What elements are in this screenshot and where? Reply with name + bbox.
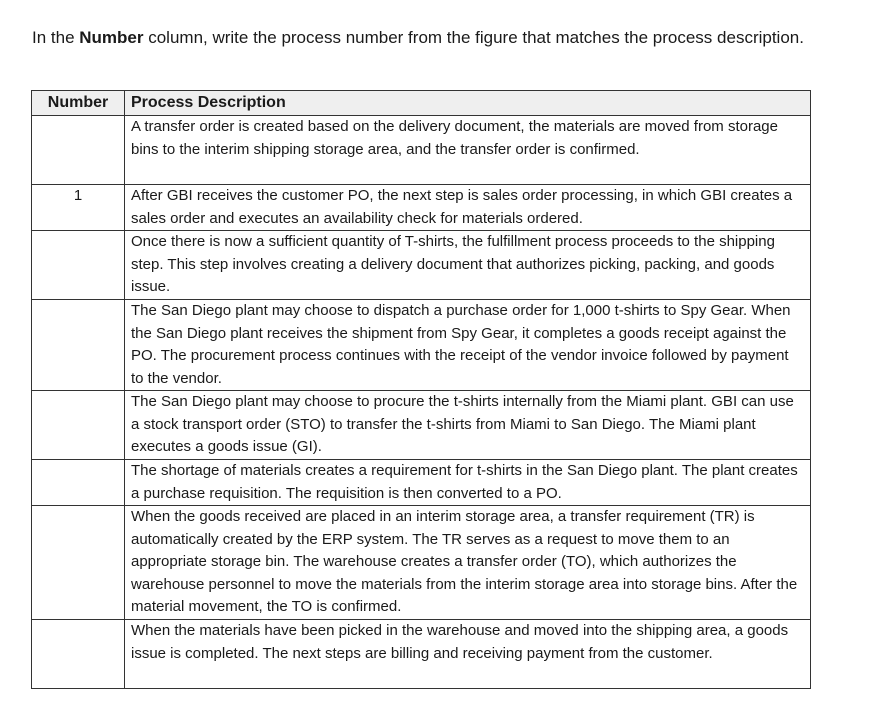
description-cell: The shortage of materials creates a requirement for t-shirts in the San Diego plant. The plant creates a purchase requisition. The requisition is then converted to a PO. [125, 460, 811, 506]
instructions-text [32, 24, 822, 51]
number-cell[interactable] [32, 391, 125, 460]
table-row [32, 391, 811, 460]
number-column-header: Number [32, 91, 125, 116]
instructions-bold-number: Number [79, 28, 144, 47]
description-cell: A transfer order is created based on the delivery document, the materials are moved from storage bins to the interim shipping storage area, and the transfer order is confirmed. [125, 116, 811, 185]
description-cell: When the materials have been picked in the warehouse and moved into the shipping area, a goods issue is completed. The next steps are billing and receiving payment from the customer. [125, 620, 811, 689]
description-cell: After GBI receives the customer PO, the next step is sales order processing, in which GBI creates a sales order and executes an availability check for materials ordered. [125, 185, 811, 231]
table-row [32, 506, 811, 620]
table-row [32, 116, 811, 185]
number-cell[interactable] [32, 506, 125, 620]
number-cell[interactable] [32, 300, 125, 391]
description-column-header: Process Description [125, 91, 811, 116]
table-row [32, 620, 811, 689]
table-row [32, 231, 811, 300]
description-cell: The San Diego plant may choose to procure the t-shirts internally from the Miami plant. GBI can use a stock transport order (STO) to transfer the t-shirts from Miami to San Diego. The Miami plant executes a goods issue (GI). [125, 391, 811, 460]
instructions-prefix: In the [32, 28, 80, 47]
description-cell: When the goods received are placed in an interim storage area, a transfer requirement (TR) is automatically created by the ERP system. The TR serves as a request to move them to an appropriate storage bin. The warehouse creates a transfer order (TO), which authorizes the warehouse personnel to move the materials from the interim storage area into storage bins. After the material movement, the TO is confirmed. [125, 506, 811, 620]
number-cell[interactable] [32, 231, 125, 300]
table-header-row [32, 91, 811, 116]
table-row [32, 460, 811, 506]
number-cell[interactable] [32, 460, 125, 506]
number-cell[interactable]: 1 [32, 185, 125, 231]
number-cell[interactable] [32, 620, 125, 689]
table-row [32, 300, 811, 391]
table-row [32, 185, 811, 231]
description-cell: The San Diego plant may choose to dispatch a purchase order for 1,000 t-shirts to Spy Gear. When the San Diego plant receives the shipment from Spy Gear, it completes a goods receipt against the PO. The procurement process continues with the receipt of the vendor invoice followed by payment to the vendor. [125, 300, 811, 391]
process-table [31, 90, 811, 689]
number-cell[interactable] [32, 116, 125, 185]
description-cell: Once there is now a sufficient quantity of T-shirts, the fulfillment process proceeds to the shipping step. This step involves creating a delivery document that authorizes picking, packing, and goods issue. [125, 231, 811, 300]
instructions-suffix: column, write the process number from the figure that matches the process description. [143, 28, 804, 47]
